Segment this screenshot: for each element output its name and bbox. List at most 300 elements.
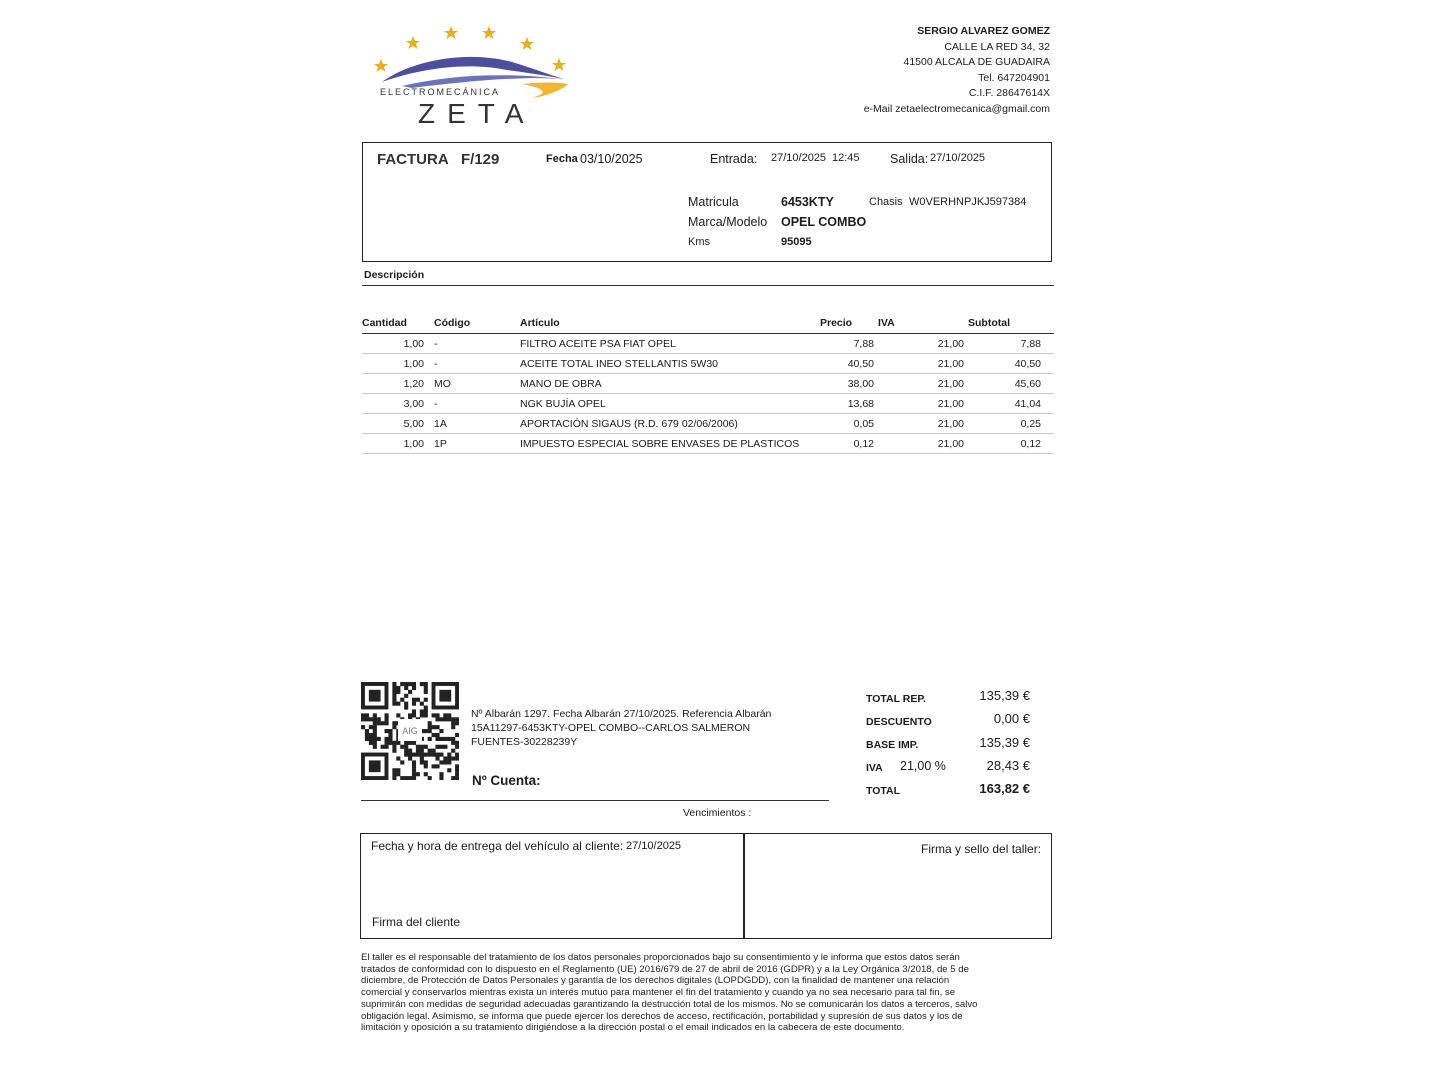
qr-module (424, 709, 428, 713)
qr-module (412, 776, 416, 780)
qr-module (412, 698, 416, 702)
star-icon (552, 58, 566, 71)
qr-module (373, 729, 377, 733)
invoice-header-box (362, 142, 1052, 262)
cell-subtotal: 0,25 (968, 414, 1054, 434)
qr-module (435, 753, 439, 757)
qr-module (408, 713, 412, 717)
qr-module (447, 737, 451, 741)
qr-module (447, 717, 451, 721)
qr-module (439, 729, 443, 733)
base-value: 135,39 € (979, 735, 1030, 750)
table-row (362, 414, 1054, 434)
qr-module (404, 753, 408, 757)
cell-iva: 21,00 (878, 394, 968, 414)
qr-module (432, 733, 436, 737)
qr-module (408, 749, 412, 753)
client-signature-label: Firma del cliente (372, 915, 461, 929)
qr-module (392, 772, 396, 776)
qr-module (455, 764, 459, 768)
qr-module (412, 702, 416, 706)
qr-module (365, 729, 369, 733)
cell-codigo: - (424, 354, 520, 374)
qr-module (392, 768, 396, 772)
company-email: e-Mail zetaelectromecanica@gmail.com (863, 102, 1050, 115)
qr-module (369, 717, 373, 721)
company-phone: Tel. 647204901 (978, 71, 1050, 84)
star-icon (520, 37, 534, 50)
qr-module (435, 713, 439, 717)
qr-module (361, 713, 365, 717)
qr-module (443, 760, 447, 764)
cell-codigo: 1P (424, 434, 520, 454)
qr-module (404, 694, 408, 698)
qr-module (447, 756, 451, 760)
qr-module (412, 709, 416, 713)
qr-module (439, 737, 443, 741)
qr-module (392, 702, 396, 706)
qr-module (420, 713, 424, 717)
qr-module (451, 749, 455, 753)
qr-module (369, 725, 373, 729)
star-icon (406, 36, 420, 49)
legal-line: comercial y conservarlos mientras exista un interés mutuo para mantener el fin del tratamiento y cuando ya no sea necesario para tal fin, se (361, 987, 956, 999)
cell-iva: 21,00 (878, 434, 968, 454)
chasis-value: W0VERHNPJKJ597384 (909, 196, 1027, 208)
cell-cantidad: 3,00 (362, 394, 424, 414)
cell-cantidad: 1,00 (362, 434, 424, 454)
cell-subtotal: 0,12 (968, 434, 1054, 454)
qr-module (420, 749, 424, 753)
qr-module (420, 709, 424, 713)
qr-module (455, 721, 459, 725)
qr-module (443, 745, 447, 749)
cell-codigo: - (424, 334, 520, 354)
qr-module (412, 682, 416, 686)
qr-module (404, 686, 408, 690)
qr-module (365, 713, 369, 717)
qr-module (451, 721, 455, 725)
qr-module (381, 721, 385, 725)
qr-module (392, 694, 396, 698)
cell-codigo: MO (424, 374, 520, 394)
col-precio: Precio (820, 314, 878, 334)
total-rep-value: 135,39 € (979, 688, 1030, 703)
qr-module (404, 776, 408, 780)
cell-articulo: NGK BUJÍA OPEL (520, 394, 820, 414)
qr-module (369, 733, 373, 737)
marca-value: OPEL COMBO (781, 215, 867, 229)
qr-module (408, 690, 412, 694)
iva-percent: 21,00 % (900, 759, 946, 773)
qr-module (439, 690, 451, 702)
qr-module (404, 706, 408, 710)
qr-code (361, 682, 459, 780)
cell-articulo: ACEITE TOTAL INEO STELLANTIS 5W30 (520, 354, 820, 374)
qr-module (439, 717, 443, 721)
qr-module (443, 756, 447, 760)
legal-line: obligación legal. Asimismo, se informa que puede ejercer los derechos de acceso, rectificación, portabilidad y supresión de sus datos y los de (361, 1010, 963, 1022)
qr-module (381, 745, 385, 749)
qr-module (392, 686, 396, 690)
company-city: 41500 ALCALA DE GUADAIRA (903, 56, 1050, 69)
marca-label: Marca/Modelo (688, 215, 768, 229)
qr-module (447, 753, 451, 757)
qr-module (428, 749, 432, 753)
qr-module (424, 745, 428, 749)
qr-module (424, 713, 428, 717)
qr-module (447, 768, 451, 772)
cell-precio: 38,00 (820, 374, 878, 394)
qr-module (385, 741, 389, 745)
qr-module (416, 745, 420, 749)
qr-module (432, 725, 436, 729)
qr-module (396, 772, 400, 776)
qr-module (455, 756, 459, 760)
company-address: CALLE LA RED 34, 32 (944, 40, 1050, 53)
qr-module (400, 760, 404, 764)
qr-module (396, 756, 400, 760)
entrada-label: Entrada: (710, 152, 758, 166)
qr-module (432, 713, 436, 717)
cell-cantidad: 1,00 (362, 354, 424, 374)
cell-subtotal: 45,60 (968, 374, 1054, 394)
cell-iva: 21,00 (878, 374, 968, 394)
vencimientos-label: Vencimientos : (683, 807, 752, 819)
cell-articulo: MANO DE OBRA (520, 374, 820, 394)
qr-module (428, 776, 432, 780)
qr-module (404, 749, 408, 753)
qr-module (455, 772, 459, 776)
qr-module (396, 713, 400, 717)
cell-subtotal: 7,88 (968, 334, 1054, 354)
qr-module (400, 698, 404, 702)
qr-module (392, 690, 396, 694)
swoosh-accent (522, 83, 568, 99)
qr-module (385, 713, 389, 717)
star-icon (444, 26, 458, 39)
qr-module (400, 745, 404, 749)
cell-subtotal: 40,50 (968, 354, 1054, 374)
col-iva: IVA (878, 314, 968, 334)
qr-module (369, 741, 373, 745)
signature-divider (743, 834, 745, 938)
logo-graphic (372, 22, 582, 132)
cell-codigo: 1A (424, 414, 520, 434)
qr-module (392, 776, 396, 780)
chasis-label: Chasis (869, 196, 903, 208)
signature-box (360, 833, 1052, 939)
qr-module (385, 721, 389, 725)
qr-module (455, 717, 459, 721)
items-table (362, 314, 1054, 454)
cell-cantidad: 5,00 (362, 414, 424, 434)
qr-module (420, 702, 424, 706)
qr-module (455, 745, 459, 749)
qr-module (424, 753, 428, 757)
qr-module (408, 756, 412, 760)
cell-articulo: APORTACIÓN SIGAUS (R.D. 679 02/06/2006) (520, 414, 820, 434)
albaran-text: Nº Albarán 1297. Fecha Albarán 27/10/2025. Referencia Albarán 15A11297-6453KTY-OPEL COMBO--CARLOS SALMERON FUENTES-30228239Y (471, 708, 772, 748)
qr-module (424, 729, 428, 733)
company-logo (372, 22, 582, 132)
salida-date: 27/10/2025 (930, 152, 986, 164)
qr-module (392, 721, 396, 725)
star-icon (374, 59, 388, 72)
qr-module (396, 702, 400, 706)
qr-module (451, 717, 455, 721)
qr-module (439, 745, 443, 749)
invoice-date-label: Fecha (546, 153, 578, 165)
table-row (362, 374, 1054, 394)
company-name: SERGIO ALVAREZ GOMEZ (917, 25, 1050, 37)
qr-module (408, 741, 412, 745)
qr-module (443, 713, 447, 717)
qr-module (400, 682, 404, 686)
qr-module (365, 717, 369, 721)
qr-module (385, 717, 389, 721)
qr-module (388, 733, 392, 737)
qr-module (404, 702, 408, 706)
col-codigo: Código (424, 314, 520, 334)
qr-module (416, 698, 420, 702)
qr-module (424, 764, 428, 768)
qr-module (369, 760, 381, 772)
qr-module (365, 733, 369, 737)
qr-module (412, 760, 416, 764)
qr-module (408, 753, 412, 757)
qr-module (373, 733, 377, 737)
qr-module (404, 682, 408, 686)
qr-module (439, 772, 443, 776)
qr-module (420, 745, 424, 749)
col-cantidad: Cantidad (362, 314, 424, 334)
qr-module (365, 737, 369, 741)
qr-module (435, 733, 439, 737)
matricula-label: Matricula (688, 195, 739, 209)
cell-iva: 21,00 (878, 334, 968, 354)
salida-label: Salida: (890, 152, 929, 166)
qr-module (455, 776, 459, 780)
qr-module (432, 749, 436, 753)
cell-precio: 40,50 (820, 354, 878, 374)
base-label: BASE IMP. (866, 739, 919, 751)
qr-module (412, 753, 416, 757)
qr-module (377, 721, 381, 725)
qr-graphic (361, 682, 459, 780)
qr-module (412, 741, 416, 745)
qr-module (388, 729, 392, 733)
qr-module (439, 753, 443, 757)
qr-module (412, 772, 416, 776)
legal-line: limitación y oposición a su tratamiento dirigiéndose a la dirección postal o el email indicados en la cabecera de este documento. (361, 1022, 905, 1034)
col-articulo: Artículo (520, 314, 820, 334)
qr-module (424, 760, 428, 764)
cell-articulo: IMPUESTO ESPECIAL SOBRE ENVASES DE PLASTICOS (520, 434, 820, 454)
total-rep-label: TOTAL REP. (866, 693, 926, 705)
qr-module (432, 753, 436, 757)
invoice-number: F/129 (461, 151, 500, 168)
legal-line: El taller es el responsable del tratamiento de los datos personales proporcionados bajo su consentimiento y le informa que estos datos serán (361, 952, 960, 963)
total-label: TOTAL (866, 785, 901, 797)
qr-module (443, 717, 447, 721)
cuenta-label: Nº Cuenta: (472, 773, 541, 788)
qr-module (373, 737, 377, 741)
qr-module (424, 682, 428, 686)
kms-value: 95095 (781, 236, 812, 248)
qr-label: AIG (402, 726, 418, 736)
qr-module (447, 760, 451, 764)
shop-signature-label: Firma y sello del taller: (921, 842, 1042, 856)
qr-module (435, 756, 439, 760)
qr-module (428, 737, 432, 741)
qr-module (439, 760, 443, 764)
qr-module (392, 682, 396, 686)
qr-module (451, 725, 455, 729)
description-label: Descripción (364, 269, 425, 281)
qr-module (420, 756, 424, 760)
qr-module (412, 686, 416, 690)
qr-module (412, 713, 416, 717)
kms-label: Kms (688, 236, 710, 248)
qr-module (388, 741, 392, 745)
qr-module (400, 776, 404, 780)
qr-module (416, 749, 420, 753)
cell-cantidad: 1,00 (362, 334, 424, 354)
qr-module (392, 698, 396, 702)
qr-module (435, 764, 439, 768)
table-row (362, 354, 1054, 374)
matricula-value: 6453KTY (781, 195, 834, 209)
table-row (362, 334, 1054, 354)
qr-module (420, 682, 424, 686)
cell-subtotal: 41,04 (968, 394, 1054, 414)
qr-module (424, 690, 428, 694)
qr-module (377, 737, 381, 741)
logo-small-text: ELECTROMECÁNICA (380, 87, 501, 97)
qr-module (428, 721, 432, 725)
qr-module (396, 686, 400, 690)
descuento-value: 0,00 € (993, 711, 1030, 726)
qr-module (443, 737, 447, 741)
qr-module (373, 717, 377, 721)
qr-module (416, 753, 420, 757)
cell-cantidad: 1,20 (362, 374, 424, 394)
cell-precio: 13,68 (820, 394, 878, 414)
qr-module (447, 713, 451, 717)
entrada-date: 27/10/2025 (771, 152, 827, 164)
qr-module (408, 776, 412, 780)
col-subtotal: Subtotal (968, 314, 1054, 334)
qr-module (455, 733, 459, 737)
table-row (362, 434, 1054, 454)
qr-module (361, 725, 365, 729)
qr-module (435, 717, 439, 721)
qr-module (392, 741, 396, 745)
iva-label: IVA (866, 762, 883, 774)
qr-module (385, 737, 389, 741)
qr-module (361, 717, 365, 721)
qr-module (392, 745, 396, 749)
cell-iva: 21,00 (878, 414, 968, 434)
qr-module (451, 737, 455, 741)
cell-articulo: FILTRO ACEITE PSA FIAT OPEL (520, 334, 820, 354)
qr-module (451, 741, 455, 745)
invoice-title: FACTURA (377, 151, 449, 168)
description-divider (362, 285, 1054, 286)
qr-module (377, 717, 381, 721)
table-header-row (362, 314, 1054, 334)
delivery-label: Fecha y hora de entrega del vehículo al cliente: (371, 839, 624, 853)
qr-module (373, 721, 377, 725)
legal-line: suprimirán con medidas de seguridad adecuadas garantizando la destrucción total de los mismos. No se comunicarán los datos a terceros, salvo (361, 998, 978, 1010)
qr-module (424, 686, 428, 690)
qr-module (435, 725, 439, 729)
company-cif: C.I.F. 28647614X (968, 87, 1050, 100)
qr-module (404, 741, 408, 745)
qr-module (455, 753, 459, 757)
qr-module (369, 690, 381, 702)
cell-precio: 0,12 (820, 434, 878, 454)
table-row (362, 394, 1054, 414)
qr-module (396, 741, 400, 745)
delivery-date: 27/10/2025 (626, 840, 682, 852)
company-info (790, 24, 1050, 118)
qr-module (385, 729, 389, 733)
qr-module (412, 768, 416, 772)
qr-module (435, 737, 439, 741)
qr-module (396, 768, 400, 772)
descuento-label: DESCUENTO (866, 716, 932, 728)
qr-module (420, 760, 424, 764)
qr-module (451, 776, 455, 780)
star-icon (482, 26, 496, 39)
cell-precio: 0,05 (820, 414, 878, 434)
qr-module (408, 682, 412, 686)
qr-module (428, 725, 432, 729)
qr-module (424, 772, 428, 776)
cell-iva: 21,00 (878, 354, 968, 374)
qr-module (404, 745, 408, 749)
qr-module (455, 741, 459, 745)
qr-module (428, 753, 432, 757)
qr-module (396, 690, 400, 694)
logo-big-text: ZETA (418, 98, 536, 129)
qr-module (392, 725, 396, 729)
cell-codigo: - (424, 394, 520, 414)
qr-module (451, 756, 455, 760)
qr-module (420, 753, 424, 757)
qr-module (435, 745, 439, 749)
qr-module (373, 713, 377, 717)
qr-module (369, 737, 373, 741)
qr-module (416, 772, 420, 776)
invoice-date: 03/10/2025 (580, 152, 643, 166)
entrada-time: 12:45 (832, 152, 860, 164)
cell-precio: 7,88 (820, 334, 878, 354)
cuenta-divider (361, 800, 829, 801)
qr-module (439, 776, 443, 780)
qr-module (392, 749, 396, 753)
legal-notice (361, 952, 1039, 1034)
qr-module (455, 768, 459, 772)
qr-module (428, 729, 432, 733)
legal-line: tratados de conformidad con lo dispuesto en el Reglamento (UE) 2016/679 de 27 de abril de 2016 (GDPR) y a la Ley Orgánica 3/2018, de 5 de (361, 963, 969, 975)
qr-module (424, 706, 428, 710)
iva-value: 28,43 € (986, 758, 1030, 773)
qr-module (412, 764, 416, 768)
legal-line: diciembre, de Protección de Datos Personales y garantía de los derechos digitales (LOPDGDD), con la finalidad de mantener una relación (361, 975, 950, 987)
